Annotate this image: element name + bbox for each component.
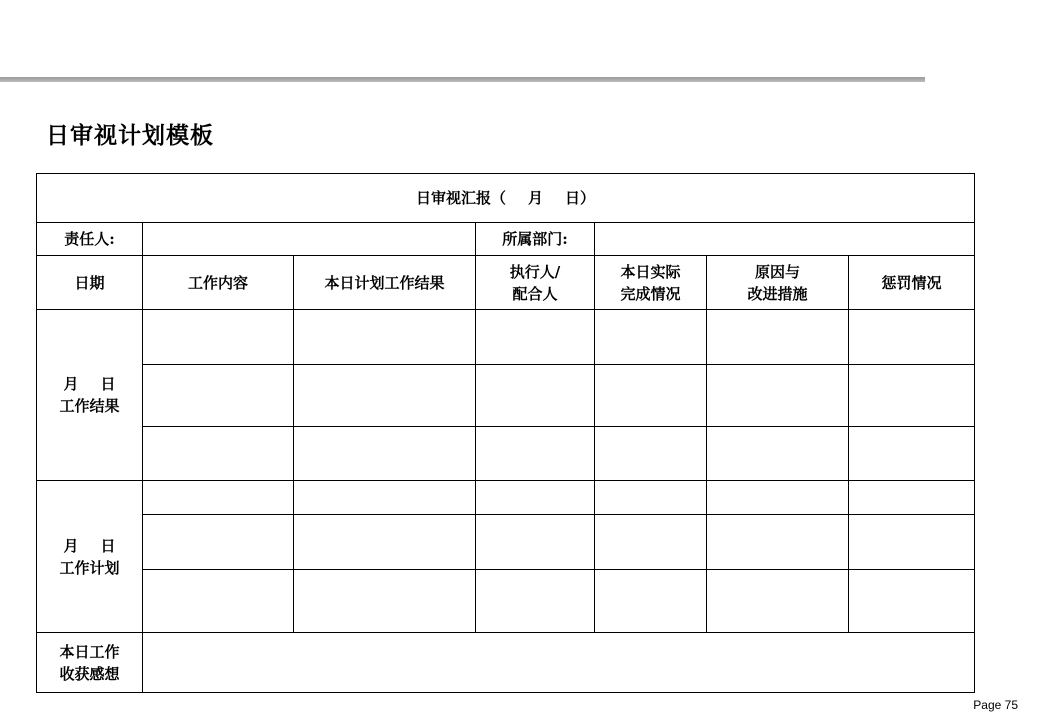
report-title-cell [37,174,975,223]
daily-review-table [36,173,975,693]
report-title-prefix: 日审视汇报（ [415,189,506,207]
header-actual [595,256,707,310]
result-date: 月 日 [63,375,116,393]
header-actual-line1: 本日实际 [620,262,681,281]
result-label: 工作结果 [59,397,120,415]
table-cell[interactable] [294,365,476,427]
table-cell[interactable] [476,570,595,633]
table-cell[interactable] [595,365,707,427]
table-cell[interactable] [143,427,294,481]
table-row [37,310,975,365]
reflection-field[interactable] [143,633,975,693]
department-field[interactable] [595,223,975,256]
column-header-row [37,256,975,310]
table-cell[interactable] [849,427,975,481]
table-cell[interactable] [849,310,975,365]
table-cell[interactable] [595,310,707,365]
table-cell[interactable] [294,427,476,481]
report-title-day: 日） [565,189,596,207]
table-cell[interactable] [707,427,849,481]
table-cell[interactable] [476,481,595,515]
table-cell[interactable] [707,310,849,365]
header-rule [0,77,925,82]
table-cell[interactable] [143,515,294,570]
header-plan-result: 本日计划工作结果 [294,256,476,310]
page-title: 日审视计划模板 [46,122,214,149]
department-label: 所属部门: [476,223,595,256]
plan-group-label [37,481,143,633]
header-work-content: 工作内容 [143,256,294,310]
result-group-label [37,310,143,481]
header-executor-line2: 配合人 [512,284,558,303]
reflection-label-line2: 收获感想 [59,664,120,683]
report-title-row [37,174,975,223]
header-penalty: 惩罚情况 [849,256,975,310]
table-cell[interactable] [294,570,476,633]
responsible-row [37,223,975,256]
header-reason [707,256,849,310]
responsible-field[interactable] [143,223,476,256]
report-title-month: 月 [528,189,544,207]
plan-date: 月 日 [63,536,116,555]
table-cell[interactable] [476,515,595,570]
table-row [37,570,975,633]
table-cell[interactable] [143,481,294,515]
table-cell[interactable] [476,310,595,365]
table-cell[interactable] [595,515,707,570]
table-cell[interactable] [595,427,707,481]
table-cell[interactable] [707,365,849,427]
table-cell[interactable] [849,481,975,515]
reflection-label [37,633,143,693]
header-executor-line1: 执行人/ [509,262,561,281]
table-row [37,515,975,570]
table-cell[interactable] [707,515,849,570]
table-cell[interactable] [294,481,476,515]
reflection-row [37,633,975,693]
table-cell[interactable] [707,570,849,633]
table-cell[interactable] [595,570,707,633]
table-cell[interactable] [476,365,595,427]
header-reason-line2: 改进措施 [747,284,808,303]
table-cell[interactable] [707,481,849,515]
table-cell[interactable] [143,365,294,427]
header-actual-line2: 完成情况 [620,284,681,303]
reflection-label-line1: 本日工作 [59,642,120,661]
table-cell[interactable] [595,481,707,515]
table-cell[interactable] [849,515,975,570]
header-reason-line1: 原因与 [754,262,800,281]
table-cell[interactable] [849,570,975,633]
table-cell[interactable] [294,310,476,365]
table-cell[interactable] [476,427,595,481]
table-cell[interactable] [143,570,294,633]
table-cell[interactable] [849,365,975,427]
table-cell[interactable] [294,515,476,570]
plan-label: 工作计划 [59,558,120,577]
table-cell[interactable] [143,310,294,365]
table-row [37,481,975,515]
table-row [37,365,975,427]
page-number: Page 75 [973,698,1018,712]
responsible-label: 责任人: [37,223,143,256]
header-executor [476,256,595,310]
header-date: 日期 [37,256,143,310]
table-row [37,427,975,481]
